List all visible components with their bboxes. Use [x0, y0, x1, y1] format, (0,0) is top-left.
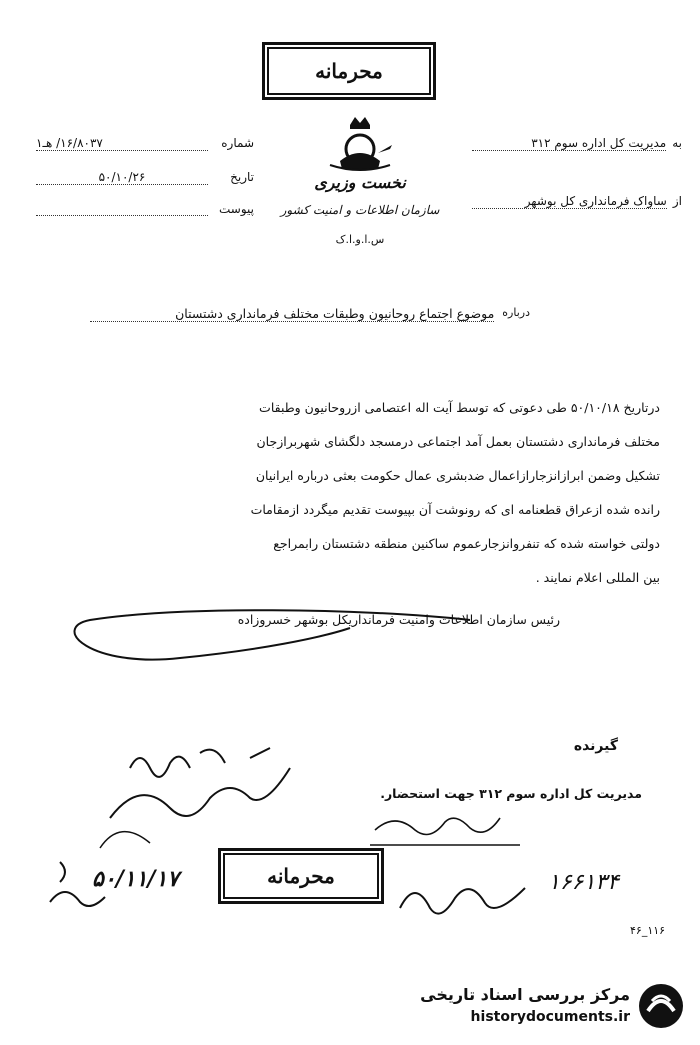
handwritten-notes-scribble	[90, 738, 310, 858]
handwritten-scribble-bottom-right	[390, 868, 540, 928]
archive-logo-icon	[636, 981, 686, 1031]
emblem	[280, 115, 440, 265]
to-line	[472, 136, 682, 151]
attachment-label: پیوست	[219, 202, 254, 216]
classification-text: محرمانه	[267, 864, 335, 888]
handwritten-date: ۵۰/۱۱/۱۷	[92, 866, 179, 892]
letter-body	[40, 400, 660, 604]
page-reference: ۴۶_۱۱۶	[630, 924, 666, 937]
watermark-url: historydocuments.ir	[470, 1009, 630, 1025]
signature-line: رئیس سازمان اطلاعات وامنیت فرمانداریکل بوشهر خسروزاده	[237, 612, 560, 627]
subject-line	[90, 306, 530, 322]
watermark	[420, 975, 690, 1035]
subject-label: درباره	[502, 306, 530, 319]
recipients-label: گیرنده	[573, 738, 618, 754]
watermark-title: مرکز بررسی اسناد تاریخی	[420, 985, 630, 1004]
emblem-line1: نخست وزیری	[314, 173, 406, 192]
classification-stamp-top	[262, 42, 436, 100]
from-line	[472, 194, 682, 209]
signature-loop-scribble	[60, 598, 480, 678]
body-line-4: رانده شده ازعراق قطعنامه ای که رونوشت آن بپیوست تقدیم میگردد ازمقامات	[250, 502, 660, 517]
number-label: شماره	[221, 136, 254, 150]
date-line	[36, 170, 254, 185]
subject-text: موضوع اجتماع روحانیون وطبقات مختلف فرمانداری دشتستان	[90, 306, 494, 322]
to-value: مدیریت کل اداره سوم ۳۱۲	[472, 136, 666, 151]
from-label: از	[672, 194, 682, 208]
date-label: تاریخ	[230, 170, 254, 184]
handwritten-scribble-bottom-left	[40, 852, 160, 922]
body-line-3: تشکیل وضمن ابرازانزجارازاعمال ضدبشری عمال حکومت بعثی درباره ایرانیان	[255, 468, 660, 483]
classification-stamp-bottom	[218, 848, 384, 904]
number-line	[36, 136, 254, 151]
emblem-line3: س.ا.و.ا.ک	[335, 233, 385, 246]
date-value: ۵۰/۱۰/۲۶	[36, 170, 208, 185]
attachment-line	[36, 202, 254, 216]
classification-text: محرمانه	[315, 59, 383, 83]
to-label: به	[672, 136, 682, 150]
body-line-1: درتاریخ ۵۰/۱۰/۱۸ طی دعوتی که توسط آیت اله اعتصامی ازروحانیون وطبقات	[259, 400, 660, 415]
recipients-line: مدیریت کل اداره سوم ۳۱۲ جهت استحضار.	[380, 786, 642, 801]
body-line-6: بین المللی اعلام نمایند .	[535, 570, 660, 585]
lion-and-sun-emblem-icon	[300, 115, 420, 175]
emblem-line2: سازمان اطلاعات و امنیت کشور	[280, 203, 440, 217]
number-value: ۱۶/۸۰۳۷/ هـ۱	[36, 136, 208, 151]
attachment-value	[36, 202, 208, 216]
from-value: ساواک فرمانداری کل بوشهر	[472, 194, 667, 209]
body-line-5: دولتی خواسته شده که تنفروانزجارعموم ساکنین منطقه دشتستان رابمراجع	[273, 536, 660, 551]
handwritten-number: ۱۶۶۱۳۴	[548, 870, 619, 895]
body-line-2: مختلف فرمانداری دشتستان بعمل آمد اجتماعی درمسجد دلگشای شهربرازجان	[256, 434, 660, 449]
handwritten-initials-scribble	[370, 810, 530, 850]
